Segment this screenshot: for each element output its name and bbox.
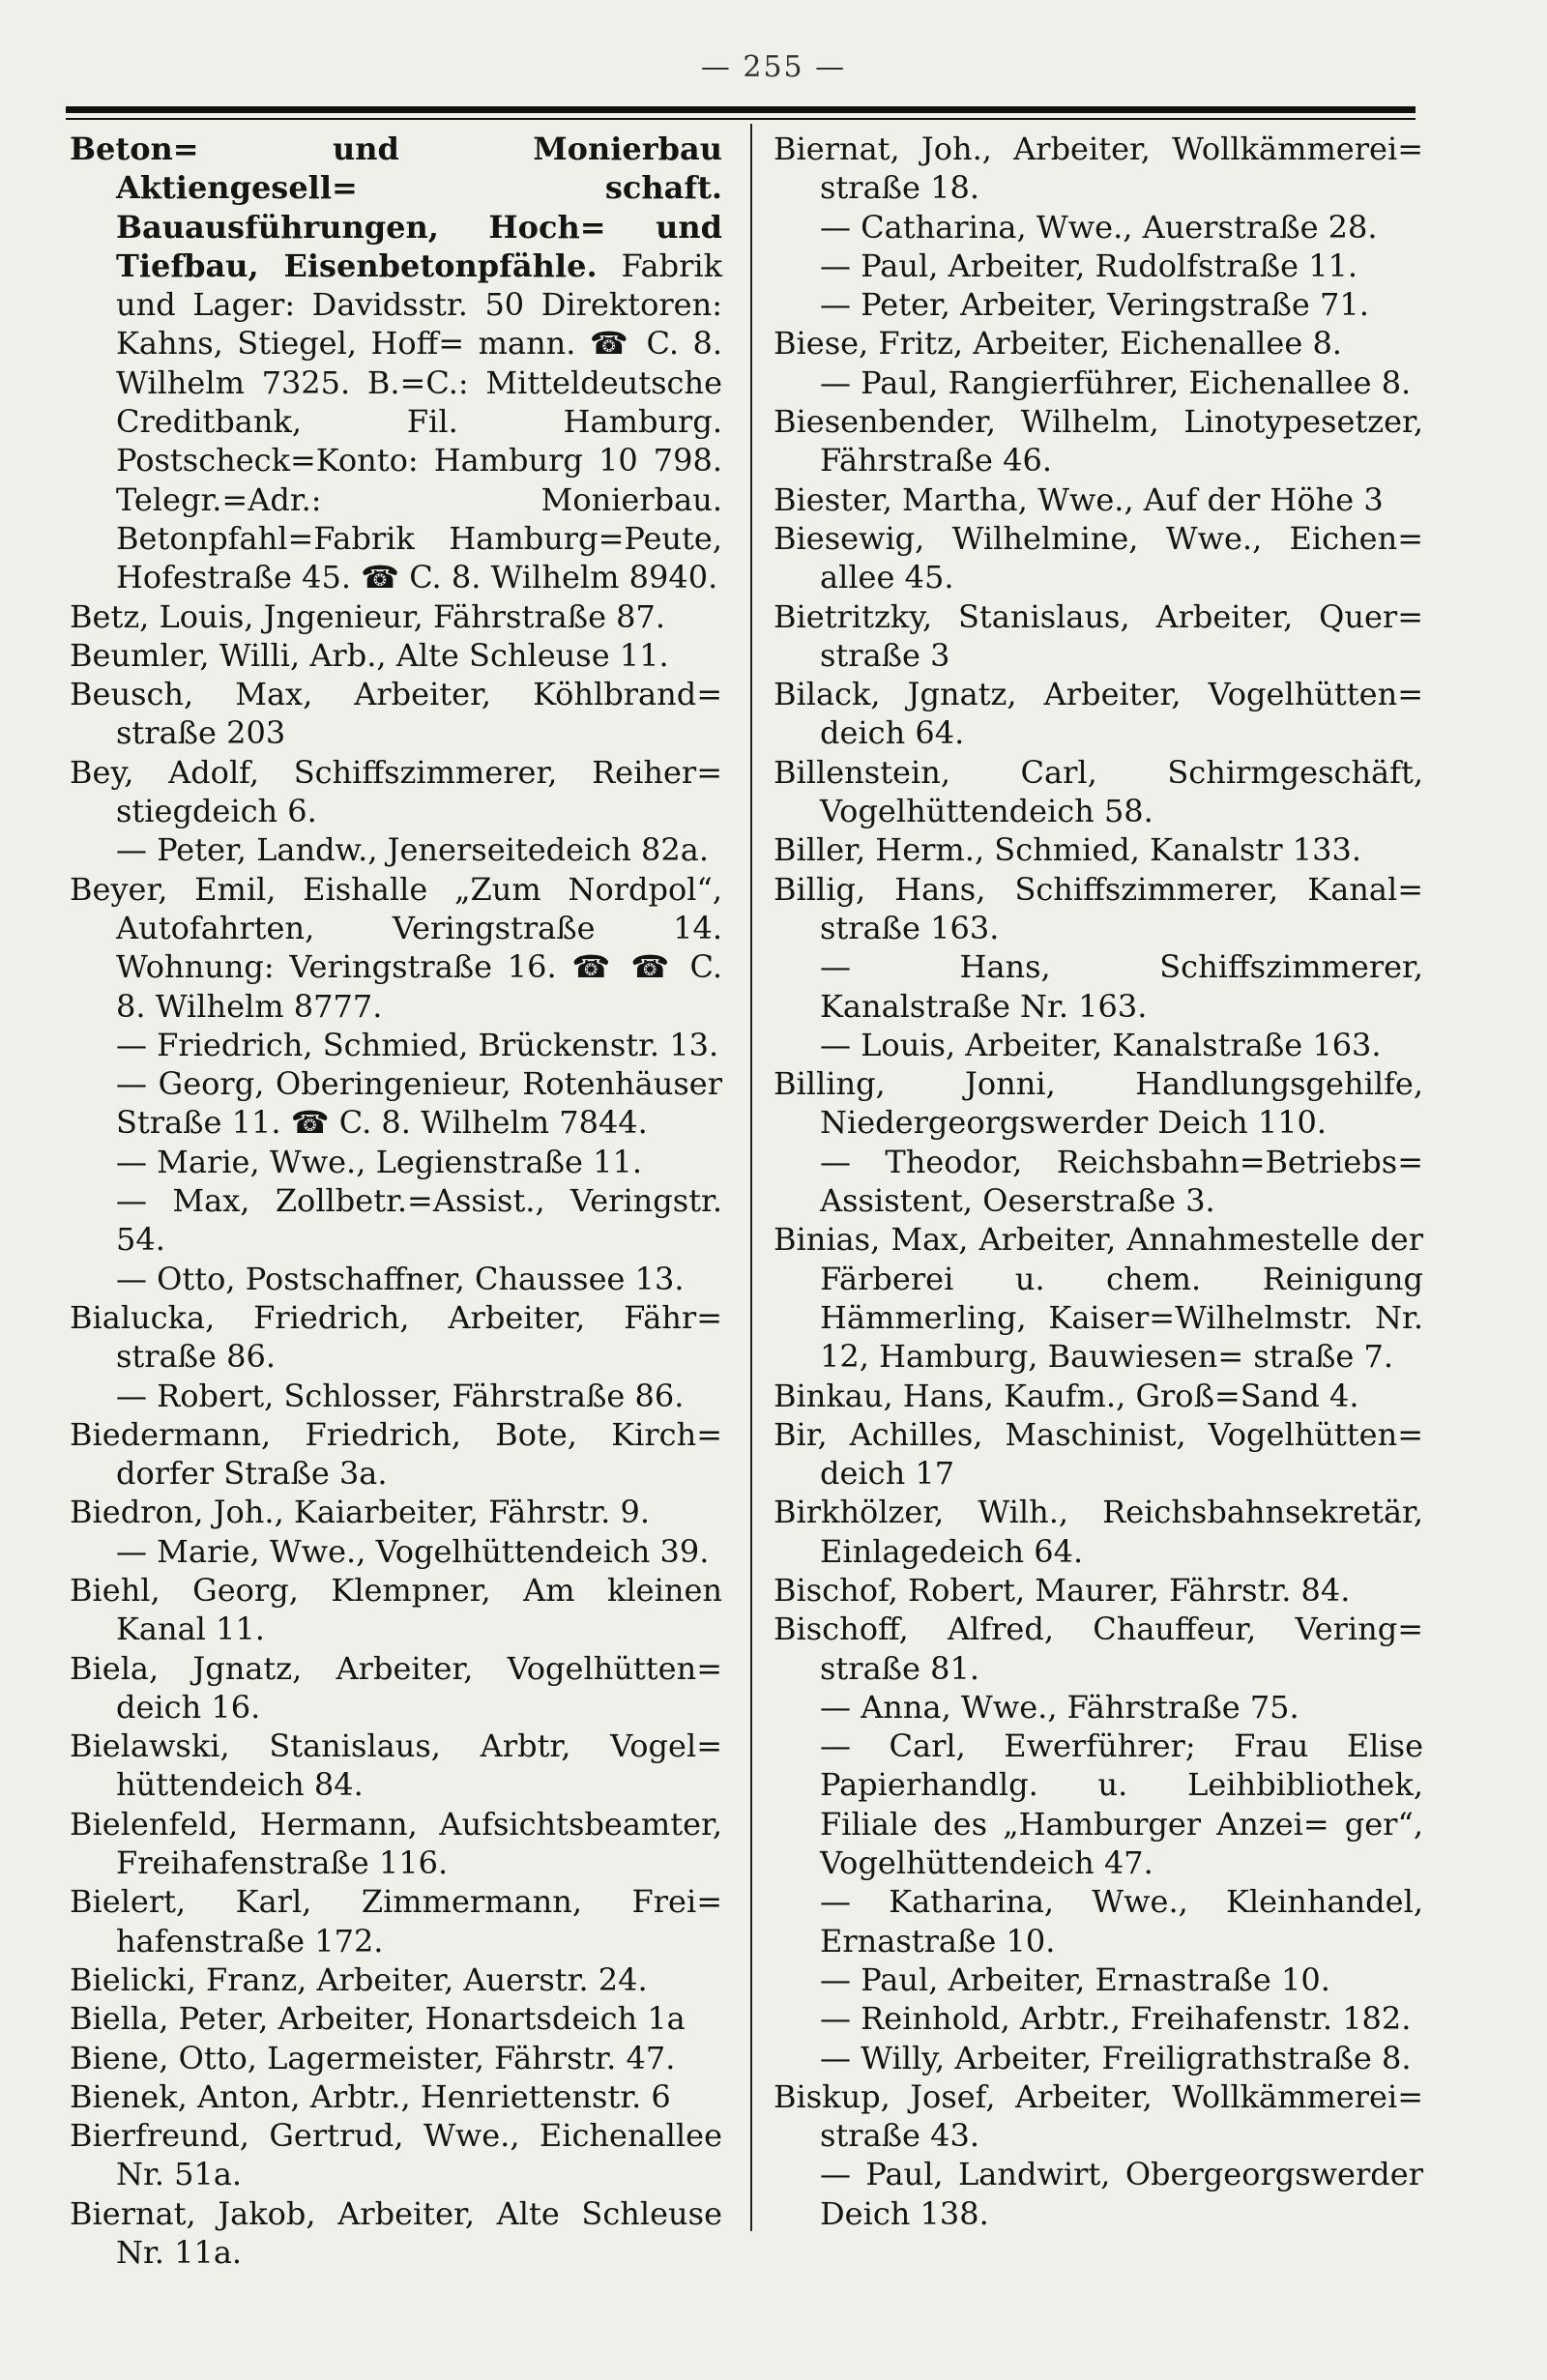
column-divider [750,124,752,2231]
directory-entry: Bialucka, Friedrich, Arbeiter, Fähr= straße 86. [70,1298,722,1376]
directory-entry: — Otto, Postschaffner, Chaussee 13. [116,1260,685,1297]
directory-entry: Beyer, Emil, Eishalle „Zum Nordpol“, Autofahrten, Veringstraße 14. Wohnung: Veringstraße 16. ☎ ☎ C. 8. Wilhelm 8777. [70,870,722,1025]
directory-entry: Beumler, Willi, Arb., Alte Schleuse 11. [70,636,669,674]
directory-entry: Bietritzky, Stanislaus, Arbeiter, Quer= straße 3 [774,597,1423,674]
directory-entry: Biedron, Joh., Kaiarbeiter, Fährstr. 9. [70,1494,651,1531]
directory-entry: — Georg, Oberingenieur, Rotenhäuser Straße 11. ☎ C. 8. Wilhelm 7844. [116,1065,722,1142]
directory-entry: — Paul, Arbeiter, Rudolfstraße 11. [820,247,1358,284]
directory-entry: Bienek, Anton, Arbtr., Henriettenstr. 6 [70,2077,671,2115]
directory-entry: Billing, Jonni, Handlungsgehilfe, Niedergeorgswerder Deich 110. [774,1065,1423,1142]
directory-entry: Biehl, Georg, Klempner, Am kleinen Kanal 11. [70,1571,722,1648]
directory-entry: Biernat, Jakob, Arbeiter, Alte Schleuse Nr. 11a. [70,2194,722,2272]
directory-entry: — Hans, Schiffszimmerer, Kanalstraße Nr. 163. [820,948,1423,1025]
header-rule [66,106,1416,113]
directory-entry: — Theodor, Reichsbahn=Betriebs= Assistent, Oeserstraße 3. [820,1143,1423,1220]
directory-entry: — Katharina, Wwe., Kleinhandel, Ernastraße 10. [820,1883,1423,1959]
directory-entry: Bierfreund, Gertrud, Wwe., Eichenallee Nr. 51a. [70,2117,722,2193]
directory-entry: — Reinhold, Arbtr., Freihafenstr. 182. [820,2000,1412,2038]
directory-entry: Bischof, Robert, Maurer, Fährstr. 84. [774,1571,1351,1609]
directory-entry: Bey, Adolf, Schiffszimmerer, Reiher= stiegdeich 6. [70,753,722,830]
directory-entry: Biela, Jgnatz, Arbeiter, Vogelhütten= deich 16. [70,1649,722,1726]
directory-entry: Biernat, Joh., Arbeiter, Wollkämmerei= straße 18. [774,131,1423,207]
directory-entry: Bielert, Karl, Zimmermann, Frei= hafenstraße 172. [70,1883,722,1959]
directory-entry: — Paul, Arbeiter, Ernastraße 10. [820,1960,1330,1998]
directory-entry: Bielawski, Stanislaus, Arbtr, Vogel= hüttendeich 84. [70,1727,722,1804]
directory-entry: Birkhölzer, Wilh., Reichsbahnsekretär, Einlagedeich 64. [774,1494,1423,1570]
right-column [774,130,1423,2233]
directory-entry: — Willy, Arbeiter, Freiligrathstraße 8. [820,2039,1412,2076]
directory-entry: Bischoff, Alfred, Chauffeur, Vering= straße 81. [774,1611,1423,1687]
directory-entry: Biester, Martha, Wwe., Auf der Höhe 3 [774,480,1384,518]
directory-entry: Bir, Achilles, Maschinist, Vogelhütten= deich 17 [774,1415,1423,1493]
directory-entry: Biene, Otto, Lagermeister, Fährstr. 47. [70,2039,676,2076]
directory-entry: — Marie, Wwe., Vogelhüttendeich 39. [116,1532,710,1570]
directory-entry: Biskup, Josef, Arbeiter, Wollkämmerei= straße 43. [774,2077,1423,2155]
directory-entry: Beton= und Monierbau Aktiengesell= schaft. Bauausführungen, Hoch= und Tiefbau, Eisenbetonpfähle. Fabrik und Lager: Davidsstr. 50 Direktoren: Kahns, Stiegel, Hoff= mann. ☎ C. 8. Wilhelm 7325. B.=C.: Mitteldeutsche Creditbank, Fil. Hamburg. Postscheck=Konto: Hamburg 10 798. Telegr.=Adr.: Monierbau. Betonpfahl=Fabrik Hamburg=Peute, Hofestraße 45. ☎ C. 8. Wilhelm 8940. [70,131,723,596]
directory-entry: Biese, Fritz, Arbeiter, Eichenallee 8. [774,325,1342,363]
directory-entry: Biller, Herm., Schmied, Kanalstr 133. [774,831,1361,869]
directory-entry: Biella, Peter, Arbeiter, Honartsdeich 1a [70,2000,686,2038]
directory-entry: Betz, Louis, Jngenieur, Fährstraße 87. [70,597,666,635]
company-heading: Beton= und Monierbau Aktiengesell= schaft. Bauausführungen, Hoch= und Tiefbau, Eisenbetonpfähle. [70,131,722,284]
page-number: — 255 — [700,50,847,84]
directory-entry: Biesenbender, Wilhelm, Linotypesetzer, Fährstraße 46. [774,403,1423,479]
directory-entry: — Anna, Wwe., Fährstraße 75. [820,1688,1299,1726]
directory-entry: Binkau, Hans, Kaufm., Groß=Sand 4. [774,1377,1359,1414]
directory-entry: — Paul, Rangierführer, Eichenallee 8. [820,363,1412,401]
directory-entry: Billenstein, Carl, Schirmgeschäft, Vogelhüttendeich 58. [774,753,1423,830]
directory-entry: — Louis, Arbeiter, Kanalstraße 163. [820,1026,1382,1063]
directory-entry: — Peter, Landw., Jenerseitedeich 82a. [116,831,709,869]
directory-entry: Bilack, Jgnatz, Arbeiter, Vogelhütten= deich 64. [774,676,1423,752]
directory-entry: — Paul, Landwirt, Obergeorgswerder Deich 138. [820,2156,1423,2232]
header-rule-thin [66,118,1416,120]
directory-entry: Bielenfeld, Hermann, Aufsichtsbeamter, Freihafenstraße 116. [70,1805,722,1882]
directory-entry: — Marie, Wwe., Legienstraße 11. [116,1143,643,1180]
directory-entry: Binias, Max, Arbeiter, Annahmestelle der Färberei u. chem. Reinigung Hämmerling, Kaiser=Wilhelmstr. Nr. 12, Hamburg, Bauwiesen= straße 7. [774,1221,1423,1376]
directory-entry: — Peter, Arbeiter, Veringstraße 71. [820,286,1369,324]
directory-entry: — Robert, Schlosser, Fährstraße 86. [116,1377,685,1414]
directory-entry: Biesewig, Wilhelmine, Wwe., Eichen= allee 45. [774,519,1423,596]
directory-entry: Beusch, Max, Arbeiter, Köhlbrand= straße 203 [70,676,722,752]
directory-entry: — Carl, Ewerführer; Frau Elise Papierhandlg. u. Leihbibliothek, Filiale des „Hamburger Anzei= ger“, Vogelhüttendeich 47. [820,1727,1423,1882]
directory-entry: Billig, Hans, Schiffszimmerer, Kanal= straße 163. [774,870,1423,946]
directory-entry: Biedermann, Friedrich, Bote, Kirch= dorfer Straße 3a. [70,1415,722,1493]
directory-entry: — Catharina, Wwe., Auerstraße 28. [820,208,1378,246]
directory-entry: — Max, Zollbetr.=Assist., Veringstr. 54. [116,1182,722,1259]
directory-entry: — Friedrich, Schmied, Brückenstr. 13. [116,1026,719,1063]
left-column [70,130,722,2272]
directory-entry: Bielicki, Franz, Arbeiter, Auerstr. 24. [70,1960,648,1998]
